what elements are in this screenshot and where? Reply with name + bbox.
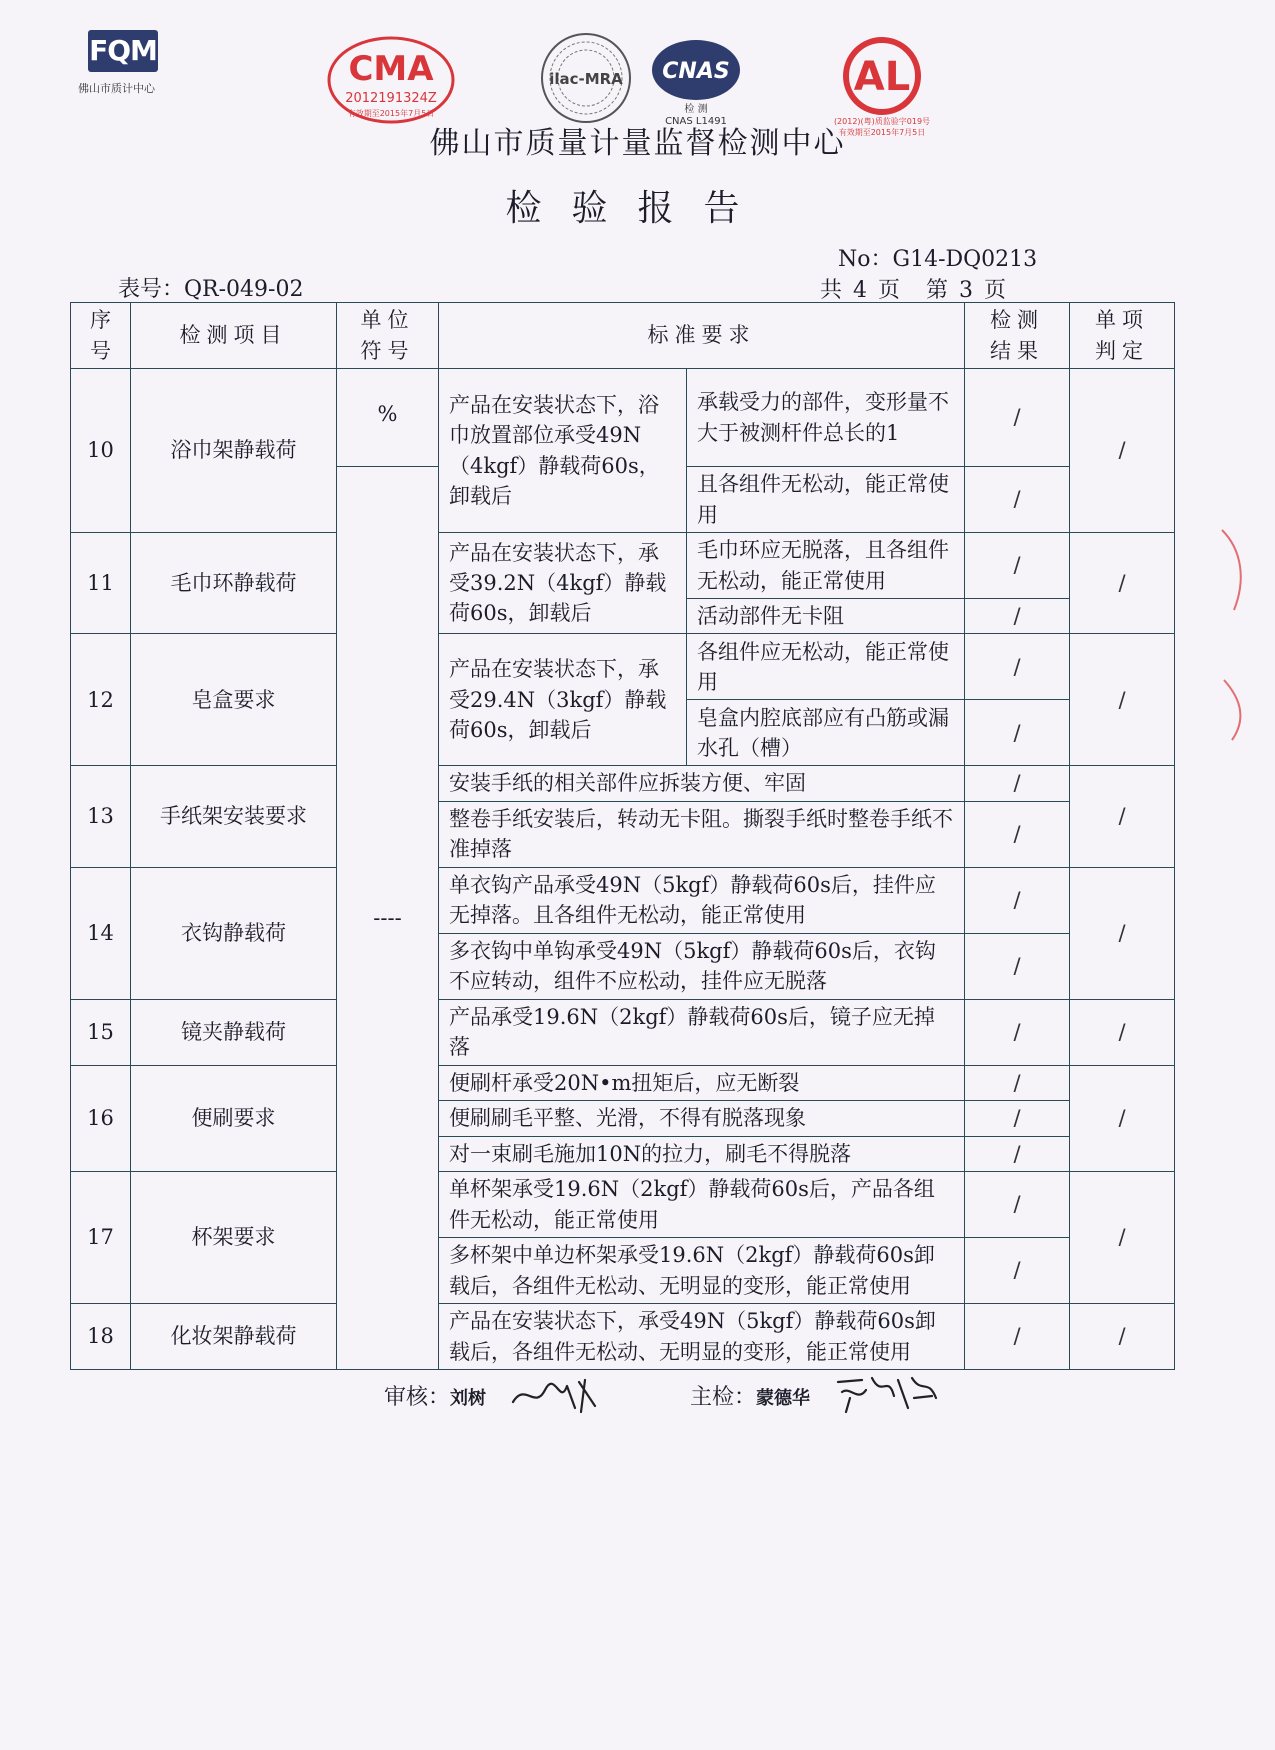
row-item: 便刷要求 bbox=[131, 1065, 337, 1171]
reviewer-signature bbox=[505, 1372, 605, 1416]
header-seq: 序号 bbox=[71, 303, 131, 369]
table-row bbox=[71, 533, 1175, 599]
svg-text:CMA: CMA bbox=[348, 49, 434, 89]
row-seq: 13 bbox=[71, 766, 131, 867]
row-result: / bbox=[965, 1172, 1070, 1238]
row-unit: % bbox=[337, 369, 439, 467]
row-result: / bbox=[965, 999, 1070, 1065]
row-judge: / bbox=[1070, 867, 1175, 999]
row-seq: 10 bbox=[71, 369, 131, 533]
row-result: / bbox=[965, 369, 1070, 467]
row-condition: 产品在安装状态下，浴巾放置部位承受49N（4kgf）静载荷60s，卸载后 bbox=[439, 369, 687, 533]
row-result: / bbox=[965, 1136, 1070, 1171]
reviewer-block bbox=[384, 1380, 486, 1411]
fqm-logo: FQM bbox=[88, 30, 158, 72]
document-title: 检验报告 bbox=[505, 188, 770, 229]
table-header-row bbox=[71, 303, 1175, 369]
row-requirement: 便刷刷毛平整、光滑，不得有脱落现象 bbox=[439, 1101, 965, 1136]
inspector-label: 主检： bbox=[690, 1385, 757, 1410]
header-unit: 单位符号 bbox=[337, 303, 439, 369]
row-judge: / bbox=[1070, 369, 1175, 533]
inspector-block bbox=[690, 1380, 810, 1411]
row-seq: 12 bbox=[71, 634, 131, 766]
row-requirement: 各组件应无松动，能正常使用 bbox=[687, 634, 965, 700]
table-row bbox=[71, 1065, 1175, 1100]
table-row bbox=[71, 766, 1175, 801]
header-standard: 标准要求 bbox=[439, 303, 965, 369]
row-requirement: 多杯架中单边杯架承受19.6N（2kgf）静载荷60s卸载后，各组件无松动、无明显的变形，能正常使用 bbox=[439, 1238, 965, 1304]
inspector-name: 蒙德华 bbox=[756, 1388, 811, 1409]
table-row bbox=[71, 1304, 1175, 1370]
table-row bbox=[71, 634, 1175, 700]
row-result: / bbox=[965, 533, 1070, 599]
row-condition: 产品在安装状态下，承受39.2N（4kgf）静载荷60s，卸载后 bbox=[439, 533, 687, 634]
row-item: 衣钩静载荷 bbox=[131, 867, 337, 999]
row-seq: 15 bbox=[71, 999, 131, 1065]
row-item: 化妆架静载荷 bbox=[131, 1304, 337, 1370]
row-requirement: 毛巾环应无脱落，且各组件无松动，能正常使用 bbox=[687, 533, 965, 599]
row-judge: / bbox=[1070, 766, 1175, 867]
svg-text:AL: AL bbox=[853, 54, 911, 100]
reviewer-label: 审核： bbox=[384, 1385, 451, 1410]
table-row bbox=[71, 1172, 1175, 1238]
row-requirement: 产品在安装状态下，承受49N（5kgf）静载荷60s卸载后，各组件无松动、无明显的变形，能正常使用 bbox=[439, 1304, 965, 1370]
row-seq: 14 bbox=[71, 867, 131, 999]
reviewer-name: 刘树 bbox=[450, 1388, 487, 1409]
ilac-label: ilac-MRA bbox=[549, 70, 623, 88]
row-requirement: 安装手纸的相关部件应拆装方便、牢固 bbox=[439, 766, 965, 801]
row-judge: / bbox=[1070, 999, 1175, 1065]
cma-code: 2012191324Z bbox=[345, 91, 437, 106]
row-result: / bbox=[965, 467, 1070, 533]
row-result: / bbox=[965, 700, 1070, 766]
partial-seal-mark bbox=[1212, 520, 1262, 750]
row-condition: 产品在安装状态下，承受29.4N（3kgf）静载荷60s，卸载后 bbox=[439, 634, 687, 766]
row-item: 皂盒要求 bbox=[131, 634, 337, 766]
row-result: / bbox=[965, 1304, 1070, 1370]
header-judge: 单项判定 bbox=[1070, 303, 1175, 369]
header-result: 检测结果 bbox=[965, 303, 1070, 369]
cnas-logo bbox=[650, 34, 742, 126]
row-seq: 16 bbox=[71, 1065, 131, 1171]
row-seq: 18 bbox=[71, 1304, 131, 1370]
cnas-label: CNAS bbox=[662, 59, 730, 84]
row-requirement: 且各组件无松动，能正常使用 bbox=[687, 467, 965, 533]
organization-name: 佛山市质量计量监督检测中心 bbox=[429, 126, 846, 161]
inspector-signature bbox=[832, 1368, 942, 1416]
report-number: No：G14-DQ0213 bbox=[838, 247, 1038, 272]
form-number: 表号：QR-049-02 bbox=[118, 277, 304, 302]
cma-seal bbox=[326, 34, 456, 126]
row-result: / bbox=[965, 867, 1070, 933]
row-result: / bbox=[965, 933, 1070, 999]
row-requirement: 单衣钩产品承受49N（5kgf）静载荷60s后，挂件应无掉落。且各组件无松动，能正常使用 bbox=[439, 867, 965, 933]
row-requirement: 单杯架承受19.6N（2kgf）静载荷60s后，产品各组件无松动，能正常使用 bbox=[439, 1172, 965, 1238]
row-requirement: 便刷杆承受20N•m扭矩后，应无断裂 bbox=[439, 1065, 965, 1100]
row-requirement: 皂盒内腔底部应有凸筋或漏水孔（槽） bbox=[687, 700, 965, 766]
row-item: 镜夹静载荷 bbox=[131, 999, 337, 1065]
row-result: / bbox=[965, 599, 1070, 634]
row-requirement: 多衣钩中单钩承受49N（5kgf）静载荷60s后，衣钩不应转动，组件不应松动，挂件应无脱落 bbox=[439, 933, 965, 999]
row-item: 毛巾环静载荷 bbox=[131, 533, 337, 634]
header-item: 检测项目 bbox=[131, 303, 337, 369]
row-result: / bbox=[965, 801, 1070, 867]
row-result: / bbox=[965, 1065, 1070, 1100]
table-row bbox=[71, 867, 1175, 933]
row-item: 杯架要求 bbox=[131, 1172, 337, 1304]
row-result: / bbox=[965, 634, 1070, 700]
inspection-table bbox=[70, 302, 1175, 1370]
row-judge: / bbox=[1070, 634, 1175, 766]
row-requirement: 活动部件无卡阻 bbox=[687, 599, 965, 634]
row-judge: / bbox=[1070, 1172, 1175, 1304]
row-judge: / bbox=[1070, 533, 1175, 634]
page-info: 共 4 页 第 3 页 bbox=[820, 278, 1008, 303]
row-result: / bbox=[965, 766, 1070, 801]
row-item: 浴巾架静载荷 bbox=[131, 369, 337, 533]
row-judge: / bbox=[1070, 1304, 1175, 1370]
fqm-caption: 佛山市质计中心 bbox=[78, 82, 155, 95]
cnas-sub: 检 测 bbox=[684, 104, 708, 115]
row-requirement: 对一束刷毛施加10N的拉力，刷毛不得脱落 bbox=[439, 1136, 965, 1171]
row-result: / bbox=[965, 1101, 1070, 1136]
cnas-code: CNAS L1491 bbox=[665, 116, 727, 126]
cma-validity: 有效期至2015年7月5日 bbox=[347, 109, 435, 118]
row-judge: / bbox=[1070, 1065, 1175, 1171]
row-requirement: 整卷手纸安装后，转动无卡阻。撕裂手纸时整卷手纸不准掉落 bbox=[439, 801, 965, 867]
row-seq: 17 bbox=[71, 1172, 131, 1304]
row-requirement: 产品承受19.6N（2kgf）静载荷60s后，镜子应无掉落 bbox=[439, 999, 965, 1065]
row-item: 手纸架安装要求 bbox=[131, 766, 337, 867]
cal-validity: 有效期至2015年7月5日 bbox=[838, 128, 926, 137]
table-row bbox=[71, 369, 1175, 467]
cal-code: (2012)(粤)质监验字019号 bbox=[833, 117, 931, 126]
table-row bbox=[71, 999, 1175, 1065]
ilac-mra-logo bbox=[538, 30, 634, 126]
row-requirement: 承载受力的部件，变形量不大于被测杆件总长的1 bbox=[687, 369, 965, 467]
row-seq: 11 bbox=[71, 533, 131, 634]
row-result: / bbox=[965, 1238, 1070, 1304]
row-unit-shared: ---- bbox=[337, 467, 439, 1370]
